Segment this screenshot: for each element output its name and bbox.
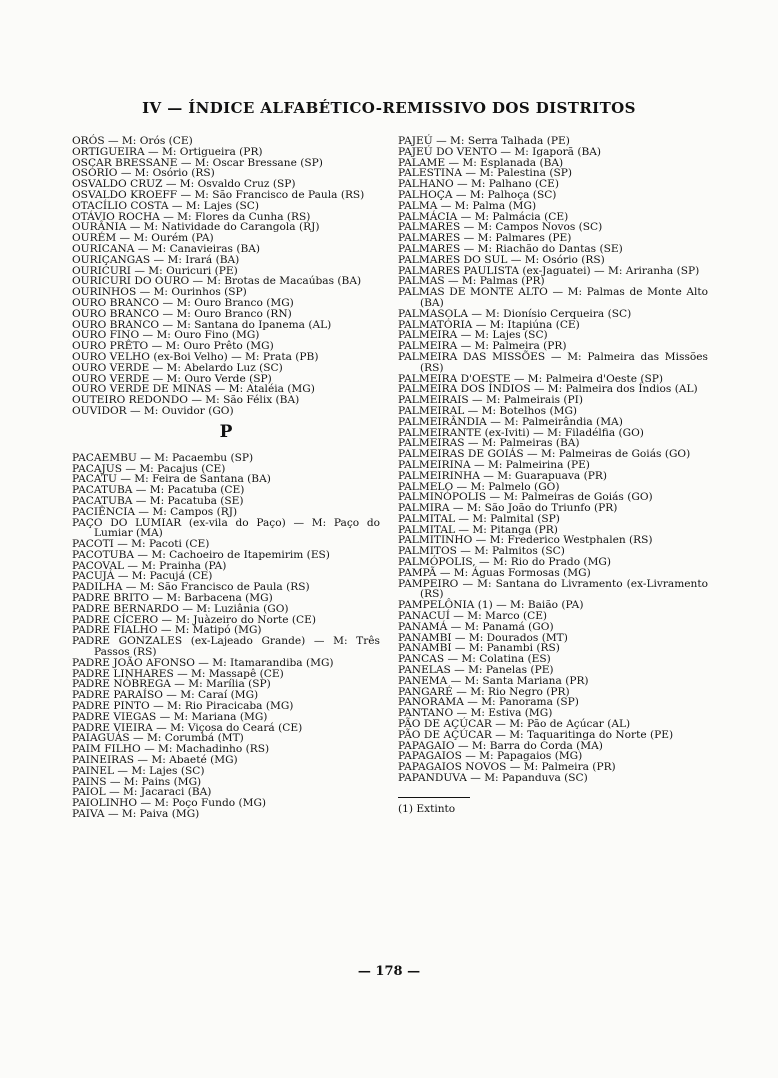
index-entry: PACIÊNCIA — M: Campos (RJ) xyxy=(72,505,238,518)
index-entry: PANEMA — M: Santa Mariana (PR) xyxy=(398,674,589,687)
index-entry: PAPAGAIO — M: Barra do Corda (MA) xyxy=(398,739,603,752)
entries-pa-list xyxy=(398,136,708,784)
index-entry: ORTIGUEIRA — M: Ortigueira (PR) xyxy=(72,145,263,158)
index-entry: PALMINÓPOLIS — M: Palmeiras de Goiás (GO) xyxy=(398,491,653,504)
index-entry: PALAME — M: Esplanada (BA) xyxy=(398,156,564,169)
index-entry: PADRE JOÃO AFONSO — M: Itamarandiba (MG) xyxy=(72,656,334,669)
index-entry: OURO BRANCO — M: Ouro Branco (RN) xyxy=(72,307,292,320)
index-entry: OURO VERDE — M: Ouro Verde (SP) xyxy=(72,372,272,385)
index-entry: PALMITINHO — M: Frederico Westphalen (RS) xyxy=(398,534,653,547)
index-entry: PANAMBI — M: Panambi (RS) xyxy=(398,642,560,655)
index-entry: PAIOL — M: Jacaraci (BA) xyxy=(72,786,212,799)
index-entry: PAIOLINHO — M: Poço Fundo (MG) xyxy=(72,797,267,810)
index-entry: OURO BRANCO — M: Santana do Ipanema (AL) xyxy=(72,318,332,331)
index-entry: PALMÁCIA — M: Palmácia (CE) xyxy=(398,210,569,223)
index-entry: OURICURI DO OURO — M: Brotas de Macaúbas (BA) xyxy=(72,275,362,288)
index-entry: PAMPELÔNIA (1) — M: Baião (PA) xyxy=(398,599,584,612)
index-entry: PALESTINA — M: Palestina (SP) xyxy=(398,167,572,180)
left-column xyxy=(72,136,380,820)
index-entry: PALMARES — M: Palmares (PE) xyxy=(398,232,572,245)
entries-o-list xyxy=(72,136,380,417)
index-entry: PALMAS — M: Palmas (PR) xyxy=(398,275,545,288)
index-entry: OUTEIRO REDONDO — M: São Félix (BA) xyxy=(72,394,300,407)
index-entry: PANELAS — M: Panelas (PE) xyxy=(398,664,554,677)
index-entry: PANGARÉ — M: Rio Negro (PR) xyxy=(398,685,570,698)
index-entry: OURO VERDE DE MINAS — M: Ataléia (MG) xyxy=(72,383,315,396)
page-number: — 178 — xyxy=(357,964,421,979)
index-entry: OUVIDOR — M: Ouvidor (GO) xyxy=(72,404,234,417)
index-entry: PANTANO — M: Estiva (MG) xyxy=(398,707,553,720)
index-entry: PADRE LINHARES — M: Massapê (CE) xyxy=(72,667,284,680)
index-entry: PACOVAL — M: Prainha (PA) xyxy=(72,559,227,572)
index-entry: PACATU — M: Feira de Santana (BA) xyxy=(72,473,271,486)
index-entry: PAIM FILHO — M: Machadinho (RS) xyxy=(72,743,270,756)
index-entry: PAINS — M: Pains (MG) xyxy=(72,775,202,788)
index-entry: PACATUBA — M: Pacatuba (SE) xyxy=(72,494,244,507)
index-entry: PALMITAL — M: Pitanga (PR) xyxy=(398,523,558,536)
index-entry: PALMELO — M: Palmelo (GO) xyxy=(398,480,560,493)
index-entry: PALMARES PAULISTA (ex-Jaguatei) — M: Ariranha (SP) xyxy=(398,264,700,277)
index-entry: PALMEIRAS — M: Palmeiras (BA) xyxy=(398,437,580,450)
index-entry: PAMPÃ — M: Águas Formosas (MG) xyxy=(398,566,591,579)
index-entry: PAINEIRAS — M: Abaeté (MG) xyxy=(72,754,238,767)
index-entry: PALMEIRAS DE GOIÁS — M: Palmeiras de Goiás (GO) xyxy=(398,448,691,461)
index-entry: PAIVA — M: Paiva (MG) xyxy=(72,808,200,821)
index-entry: PADILHA — M: São Francisco de Paula (RS) xyxy=(72,581,310,594)
index-entry: OURO VELHO (ex-Boi Velho) — M: Prata (PB) xyxy=(72,350,319,363)
index-entry: OURO VERDE — M: Abelardo Luz (SC) xyxy=(72,361,283,374)
index-entry: PADRE GONZALES (ex-Lajeado Grande) — M: Três Passos (RS) xyxy=(72,635,380,659)
index-entry: OTACÍLIO COSTA — M: Lajes (SC) xyxy=(72,199,260,212)
index-entry: OTÁVIO ROCHA — M: Flores da Cunha (RS) xyxy=(72,210,311,223)
index-entry: PANCAS — M: Colatina (ES) xyxy=(398,653,551,666)
index-entry: PAPANDUVA — M: Papanduva (SC) xyxy=(398,772,588,785)
index-entry: PALMEIRA DAS MISSÕES — M: Palmeira das Missões (RS) xyxy=(398,350,708,374)
index-entry: PALMEIRA DOS ÍNDIOS — M: Palmeira dos Índios (AL) xyxy=(398,383,698,396)
index-entry: PACUJÁ — M: Pacujá (CE) xyxy=(72,570,213,583)
page-title: IV — ÍNDICE ALFABÉTICO-REMISSIVO DOS DISTRITOS xyxy=(142,99,636,117)
index-entry: PACOTI — M: Pacoti (CE) xyxy=(72,538,210,551)
index-entry: PALHANO — M: Palhano (CE) xyxy=(398,178,559,191)
index-entry: OURÂNIA — M: Natividade do Carangola (RJ) xyxy=(72,221,320,234)
index-entry: PALMARES DO SUL — M: Osório (RS) xyxy=(398,253,605,266)
index-entry: PAÇO DO LUMIAR (ex-vila do Paço) — M: Paço do Lumiar (MA) xyxy=(72,516,380,540)
footnote: (1) Extinto xyxy=(398,802,456,815)
index-entry: PALMATÓRIA — M: Itapiúna (CE) xyxy=(398,318,580,331)
index-entry: PALMEIRA D'OESTE — M: Palmeira d'Oeste (SP) xyxy=(398,372,664,385)
index-entry: PADRE BERNARDO — M: Luziânia (GO) xyxy=(72,602,289,615)
index-entry: PALMEIRAIS — M: Palmeirais (PI) xyxy=(398,394,583,407)
index-entry: PACAEMBU — M: Pacaembu (SP) xyxy=(72,451,254,464)
index-entry: PANORAMA — M: Panorama (SP) xyxy=(398,696,579,709)
index-entry: PALMA — M: Palma (MG) xyxy=(398,199,537,212)
index-entry: PALMEIRA — M: Lajes (SC) xyxy=(398,329,548,342)
index-entry: PALMEIRINHA — M: Guarapuava (PR) xyxy=(398,469,607,482)
index-entry: PÃO DE AÇÚCAR — M: Taquaritinga do Norte (PE) xyxy=(398,728,674,741)
index-entry: PAJEÚ — M: Serra Talhada (PE) xyxy=(398,135,570,147)
index-entry: PALMEIRAL — M: Botelhos (MG) xyxy=(398,404,578,417)
index-entry: PANAMÁ — M: Panamá (GO) xyxy=(398,620,554,633)
index-entry: PALMEIRA — M: Palmeira (PR) xyxy=(398,340,567,353)
index-entry: PAMPEIRO — M: Santana do Livramento (ex-Livramento (RS) xyxy=(398,577,708,601)
index-entry: PACOTUBA — M: Cachoeiro de Itapemirim (ES) xyxy=(72,548,330,561)
index-entry: PÃO DE AÇÚCAR — M: Pão de Açúcar (AL) xyxy=(398,718,631,731)
index-entry: PAINEL — M: Lajes (SC) xyxy=(72,764,205,777)
index-entry: OURO FINO — M: Ouro Fino (MG) xyxy=(72,329,260,342)
index-entry: PALMEIRÂNDIA — M: Palmeirândia (MA) xyxy=(398,415,623,428)
index-entry: PALMEIRINA — M: Palmeirina (PE) xyxy=(398,458,590,471)
index-entry: PALMITAL — M: Palmital (SP) xyxy=(398,512,560,525)
index-entry: OURINHOS — M: Ourinhos (SP) xyxy=(72,286,247,299)
index-entry: PALMITOS — M: Palmitos (SC) xyxy=(398,545,565,558)
index-entry: PALHOÇA — M: Palhoça (SC) xyxy=(398,188,557,201)
index-entry: ORÓS — M: Orós (CE) xyxy=(72,135,193,147)
right-column xyxy=(398,136,708,815)
index-entry: PADRE CÍCERO — M: Juàzeiro do Norte (CE) xyxy=(72,613,316,626)
footnote-rule xyxy=(398,797,470,798)
index-entry: PAJEÚ DO VENTO — M: Igaporã (BA) xyxy=(398,145,602,158)
index-entry: PACAJUS — M: Pacajus (CE) xyxy=(72,462,226,475)
index-entry: PALMIRA — M: São João do Triunfo (PR) xyxy=(398,502,618,515)
index-entry: PACATUBA — M: Pacatuba (CE) xyxy=(72,484,245,497)
index-entry: OSVALDO CRUZ — M: Osvaldo Cruz (SP) xyxy=(72,178,296,191)
index-entry: OSÓRIO — M: Osório (RS) xyxy=(72,167,215,180)
index-entry: PADRE BRITO — M: Barbacena (MG) xyxy=(72,592,273,605)
index-entry: PANAMBI — M: Dourados (MT) xyxy=(398,631,568,644)
index-entry: PALMÓPOLIS, — M: Rio do Prado (MG) xyxy=(398,556,612,569)
index-entry: PADRE FIALHO — M: Matipó (MG) xyxy=(72,624,262,637)
entries-p-list xyxy=(72,453,380,820)
index-entry: OURIÇANGAS — M: Irará (BA) xyxy=(72,253,240,266)
index-entry: PADRE PINTO — M: Rio Piracicaba (MG) xyxy=(72,700,294,713)
index-entry: PALMARES — M: Campos Novos (SC) xyxy=(398,221,603,234)
index-entry: PADRE NÓBREGA — M: Marília (SP) xyxy=(72,678,271,691)
section-letter: P xyxy=(219,421,233,442)
index-entry: OSCAR BRESSANE — M: Oscar Bressane (SP) xyxy=(72,156,323,169)
index-entry: PAPAGAIOS — M: Papagaios (MG) xyxy=(398,750,583,763)
index-entry: PADRE PARAÍSO — M: Caraí (MG) xyxy=(72,689,259,702)
index-entry: PALMEIRANTE (ex-Iviti) — M: Filadélfia (GO) xyxy=(398,426,644,439)
index-entry: PADRE VIEIRA — M: Viçosa do Ceará (CE) xyxy=(72,721,303,734)
index-entry: OURO PRÊTO — M: Ouro Prêto (MG) xyxy=(72,340,274,353)
index-entry: PANACUÍ — M: Marco (CE) xyxy=(398,610,548,623)
index-entry: PALMAS DE MONTE ALTO — M: Palmas de Monte Alto (BA) xyxy=(398,286,708,309)
index-entry: OURO BRANCO — M: Ouro Branco (MG) xyxy=(72,296,294,309)
index-entry: PALMASOLA — M: Dionísio Cerqueira (SC) xyxy=(398,307,632,320)
index-entry: PALMARES — M: Riachão do Dantas (SE) xyxy=(398,242,623,255)
index-entry: OURICURI — M: Ouricuri (PE) xyxy=(72,264,238,277)
index-entry: PADRE VIEGAS — M: Mariana (MG) xyxy=(72,710,268,723)
index-entry: OURÉM — M: Ourém (PA) xyxy=(72,232,214,245)
index-entry: OURICANA — M: Canavieiras (BA) xyxy=(72,242,261,255)
index-entry: PAIAGUÁS — M: Corumbá (MT) xyxy=(72,732,244,745)
index-entry: OSVALDO KROEFF — M: São Francisco de Paula (RS) xyxy=(72,188,365,201)
index-entry: PAPAGAIOS NOVOS — M: Palmeira (PR) xyxy=(398,761,616,774)
